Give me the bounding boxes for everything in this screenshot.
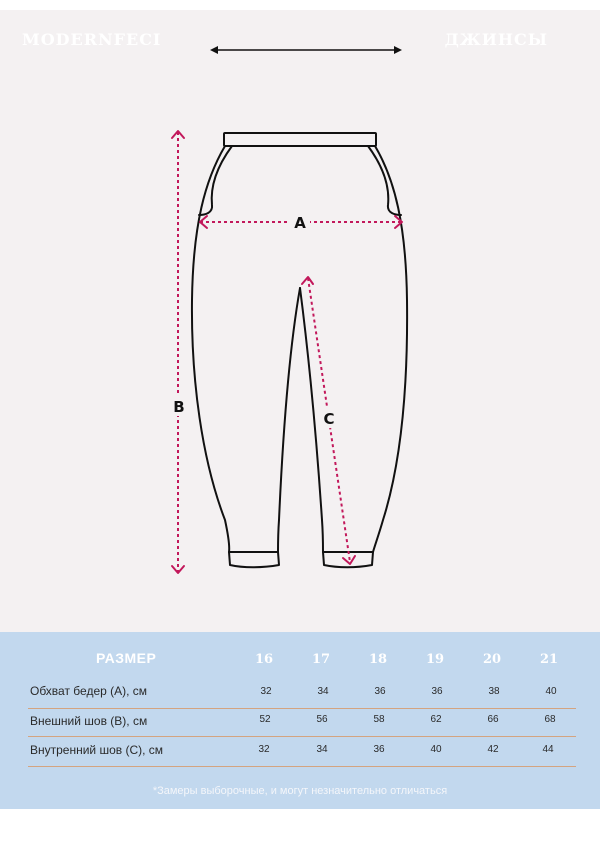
right-pocket: [368, 146, 401, 215]
row-label-outer-seam: Внешний шов (В), см: [30, 714, 148, 728]
size-header: 17: [311, 652, 331, 667]
row-label-inner-seam: Внутренний шов (С), см: [30, 743, 164, 757]
label-c: C: [323, 410, 335, 428]
table-cell: 62: [430, 714, 442, 725]
label-a: A: [294, 214, 306, 232]
footnote: *Замеры выборочные, и могут незначительно отличаться: [152, 785, 448, 797]
left-outer-seam: [192, 146, 229, 552]
table-cell: 56: [316, 714, 328, 725]
label-b: B: [173, 398, 185, 416]
size-header: 20: [482, 652, 502, 667]
table-cell: 36: [373, 744, 385, 755]
table-cell: 34: [316, 744, 328, 755]
row-divider: [28, 708, 576, 709]
table-cell: 38: [488, 686, 500, 697]
table-cell: 40: [545, 686, 557, 697]
table-cell: 66: [487, 714, 499, 725]
left-inner-seam: [278, 288, 300, 552]
right-outer-seam: [373, 146, 407, 552]
table-cell: 32: [260, 686, 272, 697]
b-arrow-bottom: [172, 566, 184, 573]
measure-arrowheads: [172, 131, 402, 573]
table-cell: 58: [373, 714, 385, 725]
size-header: 18: [368, 652, 388, 667]
table-cell: 68: [544, 714, 556, 725]
left-pocket: [199, 146, 232, 215]
size-table: [0, 632, 600, 809]
size-header: 21: [539, 652, 559, 667]
left-cuff: [229, 552, 279, 567]
brand-name: MODERNFECI: [22, 30, 162, 49]
table-cell: 34: [317, 686, 329, 697]
row-label-hips: Обхват бедер (А), см: [30, 684, 148, 698]
row-divider: [28, 736, 576, 737]
table-cell: 36: [431, 686, 443, 697]
table-cell: 42: [487, 744, 499, 755]
product-category: ДЖИНСЫ: [444, 30, 548, 49]
right-cuff: [323, 552, 373, 567]
table-cell: 40: [430, 744, 442, 755]
a-arrow-left: [200, 216, 207, 228]
size-header: 19: [425, 652, 445, 667]
table-cell: 32: [258, 744, 270, 755]
pants-outline: [192, 133, 407, 567]
table-cell: 36: [374, 686, 386, 697]
waistband: [224, 133, 376, 146]
size-table-title: РАЗМЕР: [96, 650, 157, 666]
table-cell: 44: [542, 744, 554, 755]
row-divider: [28, 766, 576, 767]
right-inner-seam: [300, 288, 323, 552]
size-header: 16: [254, 652, 274, 667]
table-cell: 52: [259, 714, 271, 725]
